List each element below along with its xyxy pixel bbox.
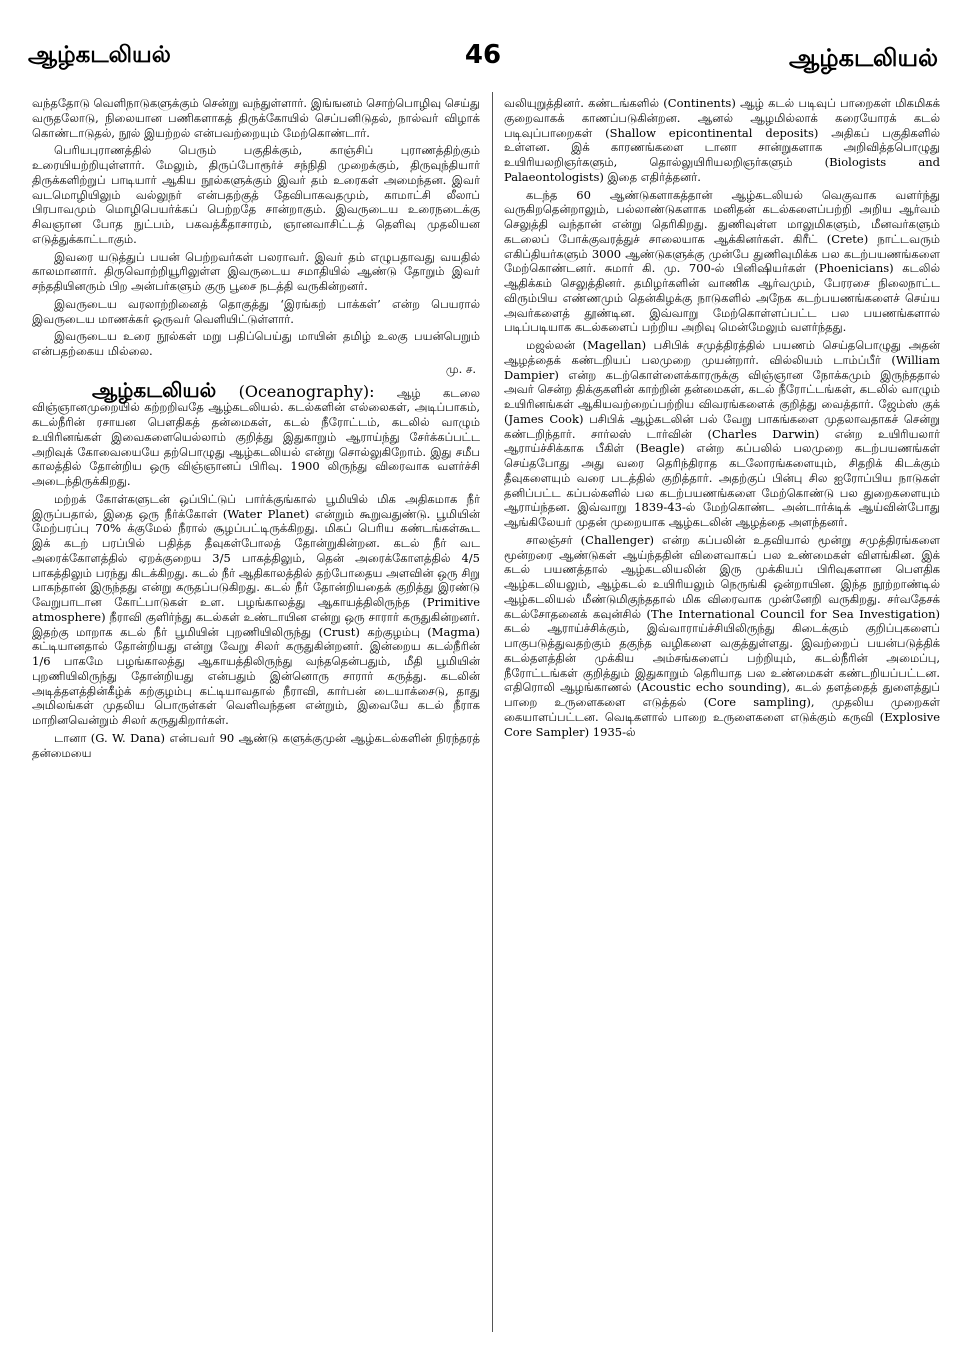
paragraph: இவருடைய வரலாற்றினைத் தொகுத்து ‘இரங்கற் பாக்கள்’ என்ற பெயரால் இவருடைய மாணக்கர் ஒருவர் வெளியிட்டுள்ளார். (32, 296, 480, 326)
entry-paragraph (32, 377, 480, 489)
entry-title: ஆழ்கடலியல் (92, 377, 217, 402)
right-column (504, 96, 940, 742)
paragraph: கடந்த 60 ஆண்டுகளாகத்தான் ஆழ்கடலியல் வெகுவாக வளர்ந்து வருகிறதென்றாலும், பல்லாண்டுகளாக மனிதன் கடல்களைப்பற்றி அறிய ஆர்வம் செலுத்தி வந்தான் என்று தெரிகிறது. துணிவுள்ள மாலுமிகளும், மீனவர்களும் கடலைப் போக்குவரத்துச் சாலையாக ஆக்கினர்கள். கிரீட் (Crete) நாட்டவரும் எகிப்தியர்களும் 3000 ஆண்டுகளுக்கு முன்பே துணிவுமிக்க பல கடற்பயணங்களை மேற்கொண்டனர். சுமார் கி. மு. 700-ல் பினிஷியர்கள் (Phoenicians) கடலில் ஆதிக்கம் செலுத்தினர். தமிழர்களின் வாணிக ஆர்வமும், பேரரசை நிலைநாட்ட விரும்பிய எண்ணமும் தென்கிழக்கு நாடுகளில் அநேக கடற்பயணங்களைச் செய்ய அவர்களைத் தூண்டின. இவ்வாறு மேற்கொள்ளப்பட்ட பல பயணங்களால் படிப்படியாக கடல்களைப் பற்றிய அறிவு மென்மேலும் வளர்ந்தது. (504, 187, 940, 335)
running-head-right: ஆழ்கடலியல் (788, 44, 938, 72)
paragraph: மஜல்லன் (Magellan) பசிபிக் சமுத்திரத்தில் பயணம் செய்தபொழுது அதன் ஆழத்தைக் கண்டறியப் பலமுறை முயன்றார். வில்லியம் டாம்ப்பீர் (William Dampier) என்ற கடற்கொள்ளைக்காரருக்கு விஞ்ஞான நோக்கமும் இருந்ததால் அவர் சென்ற திக்குகளின் காற்றின் தன்மைகள், கடல் நீரோட்டங்கள், கடலில் வாழும் உயிரினங்கள் ஆகியவற்றைப்பற்றிய விவரங்களைக் குறித்து வைத்தார். ஜேம்ஸ் குக் (James Cook) பசிபிக் ஆழ்கடலின் பல் வேறு பாகங்களை முதலாவதாகச் சென்று கண்டறிந்தார். சார்லஸ் டார்வின் (Charles Darwin) என்ற உயிரியலார் ஆராய்ச்சிக்காக பீகிள் (Beagle) என்ற கப்பலில் பலமுறை கடற்பயணங்கள் செய்தபோது அது வரை தெரிந்திராத கடலோரங்களையும், சிதறிக் கிடக்கும் தீவுகளையும் வரை படத்தில் குறித்தார். அதற்குப் பின்பு சில ஐரோப்பிய நாடுகள் தனிப்பட்ட கப்பல்களில் பல கடற்பயணங்களை மேற்கொண்டு பல துறைகளையும் ஆராய்ந்தன. இவ்வாறு 1839-43-ல் மேற்கொண்ட அன்டார்க்டிக் ஆய்வின்போது ஆங்கிலேயர் முதன் முறையாக ஆழ்கடலின் ஆழத்தை அளந்தனர். (504, 338, 940, 529)
entry-text: ஆழ் கடலை விஞ்ஞானமுறையில் கற்றறிவதே ஆழ்கடலியல். கடல்களின் எல்லைகள், அடிப்பாகம், கடல்நீரின் ரசாயன பௌதிகத் தன்மைகள், கடல் நீரோட்டம், கடலில் வாழும் உயிரினங்கள் இவைகளையெல்லாம் குறித்து இதுகாறும் ஆராய்ந்து சேர்க்கப்பட்ட அறிவுக் கோவையையே தற்பொழுது ஆழ்கடலியல் என்று சொல்லுகிறோம். இது சமீப காலத்தில் தோன்றிய ஒரு விஞ்ஞானப் பிரிவு. 1900 லிருந்து விரைவாக வளர்ச்சி அடைந்திருக்கிறது. (32, 385, 480, 488)
running-head-left: ஆழ்கடலியல் (28, 42, 171, 68)
paragraph: சாலஞ்சர் (Challenger) என்ற கப்பலின் உதவியால் மூன்று சமுத்திரங்களை மூன்றரை ஆண்டுகள் ஆய்ந்ததின் விளைவாகப் பல உண்மைகள் விளங்கின. இக் கடல் பயணத்தால் ஆழ்கடலியலின் இரு முக்கியப் பிரிவுகளான பௌதிக ஆழ்கடலியலும், ஆழ்கடல் உயிரியலும் நெருங்கி ஒன்றாயின. இந்த நூற்றாண்டில் ஆழ்கடலியல் மீண்டுமிகுந்ததால் மிக விரைவாக முன்னேறி வருகிறது. சர்வதேசக் கடல்சோதனைக் கவுன்சில் (The International Council for Sea Investigation) கடல் ஆராய்ச்சிக்கும், இவ்வாராய்ச்சியிலிருந்து கிடைக்கும் குறிப்புகளைப் பாகுபடுத்துவதற்கும் தகுந்த வழிகளை வகுத்துள்ளது. இவற்றைப் பயன்படுத்திக் கடல்தளத்தின் முக்கிய அம்சங்களைப் பற்றியும், கடல்நீரின் அமைப்பு, நீரோட்டங்கள் குறித்தும் இதுகாறும் தெரியாத பல உண்மைகள் கண்டறியப்பட்டன. எதிரொலி ஆழங்காணல் (Acoustic echo sounding), கடல் தளத்தைத் துளைத்துப் பாறை உருளைகளை எடுத்தல் (Core sampling), முதலிய முறைகள் கையாளப்பட்டன. வெடிகளால் பாறை உருளைகளை எடுக்கும் கருவி (Explosive Core Sampler) 1935-ல் (504, 532, 940, 739)
author-initials: மு. ச. (445, 361, 476, 376)
paragraph: மற்றக் கோள்களுடன் ஒப்பிட்டுப் பார்க்குங்கால் பூமியில் மிக அதிகமாக நீர் இருப்பதால், இதை ஒரு நீர்க்கோள் (Water Planet) என்றும் கூறுவதுண்டு. பூமியின் மேற்பரப்பு 70% க்குமேல் நீரால் சூழப்பட்டிருக்கிறது. மிகப் பெரிய கண்டங்கள்கூட இக் கடற் பரப்பில் பதித்த தீவுகள்போலத் தோன்றுகின்றன. கடல் நீர் வட அரைக்கோளத்தில் ஏறக்குறைய 3/5 பாகத்திலும், தென் அரைக்கோளத்தில் 4/5 பாகத்திலும் பரந்து கிடக்கிறது. கடல் நீர் ஆதிகாலத்தில் தற்போதைய அளவின் ஒரு சிறு பாகந்தான் இருந்தது என்று கருதப்படுகிறது. கடல் நீர் தோன்றியதைக் குறித்து இரண்டு வேறுபாடான கோட்பாடுகள் உள. பழங்காலத்து ஆகாயத்திலிருந்த (Primitive atmosphere) நீராவி குளிர்ந்து கடல்கள் உண்டாயின என்று ஒரு சாரார் கருதுகின்றனர். இதற்கு மாறாக கடல் நீர் பூமியின் புறணியிலிருந்து (Crust) கற்குழம்பு (Magma) கட்டியானதால் தோன்றியது என்று வேறு சிலர் கருதுகின்றனர். இன்றைய கடல்நீரின் 1/6 பாகமே பழங்காலத்து ஆகாயத்திலிருந்து வந்ததென்பதும், மீதி பூமியின் புறணியிலிருந்து தோன்றியது என்பதும் இன்னொரு சாரார் கருத்து. கடலின் அடித்தளத்தின்கீழ்க் கற்குழம்பு கட்டியாவதால் நீராவி, கார்பன் டையாக்சைடு, தாது அமிலங்கள் முதலிய பொருள்கள் வெளிவந்தன என்றும், இவையே கடல் நீராக மாறினவென்றும் சிலர் கருதுகிறார்கள். (32, 491, 480, 727)
entry-subtitle: (Oceanography): (238, 381, 375, 401)
paragraph: பெரியபுராணத்தில் பெரும் பகுதிக்கும், காஞ்சிப் புராணத்திற்கும் உரையியற்றியுள்ளார். மேலும், திருப்போரூர்ச் சந்நிதி முறைக்கும், திருவுந்தியார் திருக்களிற்றுப் பாடியார் ஆகிய நூல்களுக்கும் இவர் தம் உரைகள் அமைந்தன. இவர் வடமொழியிலும் வல்லுநர் என்பதற்குத் தேவிபாகவதமும், காமாட்சி லீலாப் பிரபாவமும் மொழிபெயர்க்கப் பெற்றதே சான்றாகும். இவருடைய உரைநடைக்கு சிவஞான போத நுட்பம், பகவத்கீதாசாரம், ஞானவாசிட்டத் தெளிவு முதலியன எடுத்துக்காட்டாகும். (32, 143, 480, 246)
paragraph: வலியுறுத்தினர். கண்டங்களில் (Continents) ஆழ் கடல் படிவுப் பாறைகள் மிகமிகக் குறைவாகக் காணப்படுகின்றன. ஆனல் ஆழமில்லாக் கரையோரக் கடல் படிவுப்பாறைகள் (Shallow epicontinental deposits) அதிகப் பகுதிகளில் உள்ளன. இக் காரணங்களை டானா சான்றுகளாக அறிவித்தபொழுது உயிரியலறிஞர்களும், தொல்லுயிரியலறிஞர்களும் (Biologists and Palaeontologists) இதை எதிர்த்தனர். (504, 96, 940, 184)
left-column (32, 96, 480, 763)
page-header (28, 34, 938, 80)
paragraph: இவரை யடுத்துப் பயன் பெற்றவர்கள் பலராவர். இவர் தம் எழுபதாவது வயதில் காலமானார். திருவொற்றியூரிலுள்ள இவருடைய சமாதியில் ஆண்டு தோறும் இவர் சந்ததியினரும் பிற அன்பர்களும் குரு பூசை நடத்தி வருகின்றனர். (32, 249, 480, 293)
paragraph: வந்ததோடு வெளிநாடுகளுக்கும் சென்று வந்துள்ளார். இங்ஙனம் சொற்பொழிவு செய்து வருதலோடு, நிலையான பணிகளாகத் திருக்கோயில் செப்பனிடுதல், நால்வர் விழாக் கொண்டாடுதல், நூல் இயற்றல் என்பவற்றையும் மேற்கொண்டார். (32, 96, 480, 140)
paragraph: இவருடைய உரை நூல்கள் மறு பதிப்பெய்து மாயின் தமிழ் உலகு பயன்பெறும் என்பதற்கைய மில்லை. (32, 329, 480, 358)
page-number: 46 (464, 40, 502, 70)
paragraph: டானா (G. W. Dana) என்பவர் 90 ஆண்டு களுக்குமுன் ஆழ்கடல்களின் நிரந்தரத் தன்மையை (32, 730, 480, 760)
column-divider (492, 92, 493, 1332)
